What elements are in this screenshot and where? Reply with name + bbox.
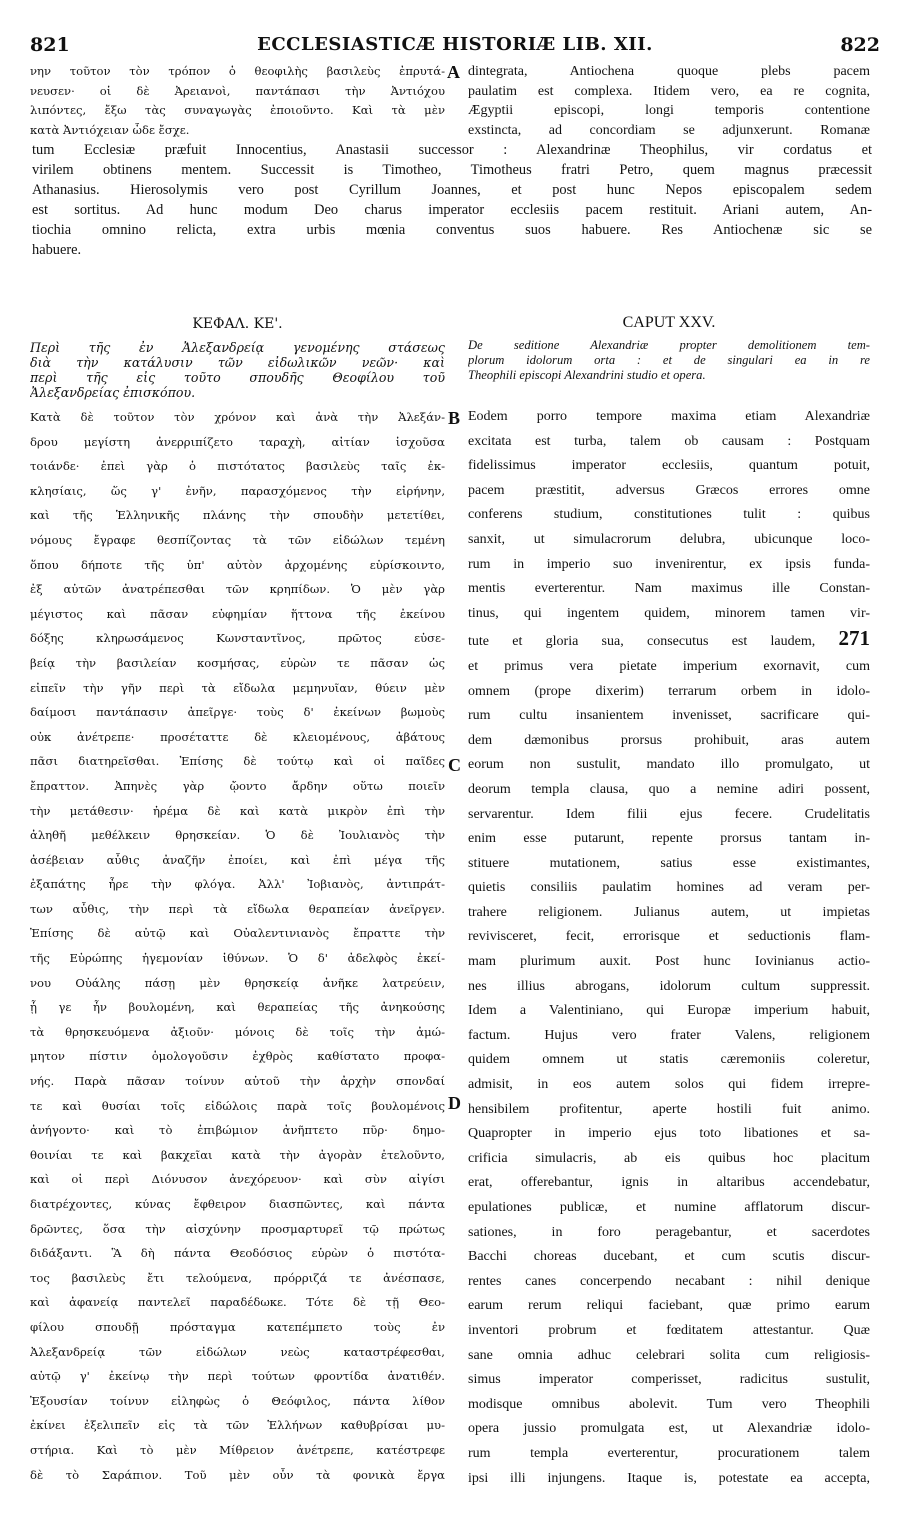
- greek-text-line: νευσεν· οἱ δὲ Ἀρειανοὶ, παντάπασι τὴν Ἀντιόχου: [30, 83, 445, 98]
- greek-summary-line: περὶ τῆς εἰς τοῦτο σπουδῆς Θεοφίλου τοῦ: [30, 370, 445, 385]
- top-latin-column: [468, 62, 870, 140]
- latin-text-line: servarentur. Idem filii ejus fecere. Crudelitatis: [468, 806, 870, 822]
- margin-marker-c: C: [448, 755, 461, 775]
- greek-text-line: ἀληθῆ μεθέλκειν θρησκείαν. Ὁ δὲ Ἰουλιανὸς τὴν: [30, 828, 445, 843]
- running-title: ECCLESIASTICÆ HISTORIÆ LIB. XII.: [257, 34, 653, 55]
- greek-text-line: τε καὶ θυσίαι τοῖς εἰδώλοις παρὰ τοῖς βουλομένοις: [30, 1098, 445, 1113]
- latin-text-line: est sortitus. Ad hunc modum Deo charus imperator ecclesiis pacem restituit. Ariani autem, An-: [32, 202, 872, 218]
- latin-text-line: factum. Hujus vero frater Valens, religionem: [468, 1027, 870, 1043]
- greek-text-line: οὐκ ἀνέτρεπε· προσέταττε δὲ κλειομένους, ἀβάτους: [30, 729, 445, 744]
- latin-text-line: inventori probrum et fœditatem attestantur. Quæ: [468, 1322, 870, 1338]
- latin-text-line: sane omnia adhuc celebrari solita cum religiosis-: [468, 1347, 870, 1363]
- greek-text-line: νής. Παρὰ πᾶσαν τοίνυν αὐτοῦ τὴν ἀρχὴν σπονδαί: [30, 1074, 445, 1089]
- latin-text-line: revivisceret, fecit, errorisque et seductionis flam-: [468, 929, 870, 945]
- latin-text-line: excitata est turba, talem ob causam : Postquam: [468, 433, 870, 449]
- latin-text-line: rum cultu insanientem invenisset, sacrificare qui-: [468, 708, 870, 724]
- margin-marker-d: D: [448, 1093, 461, 1113]
- latin-text-line: conferens studium, constitutiones tulit : quibus: [468, 507, 870, 523]
- greek-text-line: ἔπραττον. Ἀπηνὲς γὰρ ᾤοντο ἄρδην οὕτω ποιεῖν: [30, 778, 445, 793]
- top-greek-column: [30, 62, 445, 140]
- greek-text-line: τος βασιλεὺς ἔτι τελούμενα, πρόρριζά τε ἀνέσπασε,: [30, 1270, 445, 1285]
- latin-text-line: ipsi illi injungens. Itaque is, potestate ea accepta,: [468, 1470, 870, 1486]
- greek-text-line: καὶ τῆς Ἑλληνικῆς πλάνης τὴν σπουδὴν μετετίθει,: [30, 508, 445, 523]
- latin-body-column: [468, 405, 870, 1491]
- latin-chapter-heading: CAPUT XXV.: [622, 314, 716, 331]
- latin-text-line: tute et gloria sua, consecutus est laudem, 271: [468, 626, 870, 651]
- latin-text-line: habuere.: [32, 242, 82, 258]
- greek-text-line: αὐτῷ γ' ἐκείνῳ τὴν περὶ τούτων φροντίδα ἀνατιθέν.: [30, 1369, 445, 1384]
- latin-text-line: Ægyptii episcopi, longi temporis contentione: [468, 103, 870, 119]
- latin-text-line: opera jussio promulgata est, ut Alexandriæ idolo-: [468, 1421, 870, 1437]
- greek-text-line: ἀνήγοντο· καὶ τὸ ἐπιβώμιον ἀνῆπτετο πῦρ· δημο-: [30, 1123, 445, 1138]
- latin-text-line: tum Ecclesiæ præfuit Innocentius, Anastasii successor : Alexandrinæ Theophilus, vir cordatus et: [32, 142, 872, 158]
- latin-text-line: quietis consiliis paulatim homines ad veram per-: [468, 880, 870, 896]
- greek-text-line: διατρέχοντες, κύνας ἔφθειρον διασπῶντες, καὶ πάντα: [30, 1197, 445, 1211]
- greek-summary-line: Περὶ τῆς ἐν Ἀλεξανδρείᾳ γενομένης στάσεως: [30, 340, 445, 355]
- latin-text-line: rentes canes concerpendo necabant : nihil denique: [468, 1273, 870, 1289]
- greek-body-column: [30, 405, 445, 1487]
- latin-text-line: Idem a Valentiniano, qui Europæ imperium habuit,: [468, 1003, 870, 1019]
- greek-text-line: δόξης κληρωσάμενος Κωνσταντῖνος, πρῶτος εὐσε-: [30, 631, 445, 646]
- latin-text-line: Bacchi choreas ducebant, et cum scutis discur-: [468, 1249, 870, 1265]
- latin-text-line: modisque omnibus abolevit. Tum vero Theophili: [468, 1396, 870, 1412]
- greek-text-line: τὴν μετάθεσιν· ἠρέμα δὲ καὶ κατὰ μικρὸν ἐπὶ τὴν: [30, 803, 445, 818]
- greek-text-line: κλησίαις, ὥς γ' ἐνῆν, παρασχόμενος τὴν εἰρήνην,: [30, 483, 445, 498]
- greek-text-line: δρῶντες, ὅσα τὴν αἰσχύνην προσμαρτυρεῖ τῷ πρώτως: [30, 1221, 445, 1236]
- latin-chapter-summary: [468, 338, 870, 383]
- latin-text-line: hensibilem profitentur, aperte hostili fuit animo.: [468, 1101, 870, 1117]
- page-number-right: 822: [840, 34, 880, 56]
- greek-text-line: νην τοῦτον τὸν τρόπον ὁ θεοφιλὴς βασιλεὺς ἐπρυτά-: [30, 64, 445, 78]
- greek-chapter-heading: ΚΕΦΑΛ. ΚΕ'.: [192, 316, 283, 332]
- greek-text-line: δρου μεγίστη ἀνερριπίζετο ταραχὴ, αἰτίαν ἰσχοῦσα: [30, 434, 445, 449]
- greek-text-line: τὰ θρησκευόμενα ἀξιοῦν· μόνοις δὲ τοῖς τὴν ἀμώ-: [30, 1024, 445, 1039]
- greek-text-line: βείᾳ τὴν βασιλείαν κοσμήσας, εὑρὼν τε πᾶσαν ὡς: [30, 655, 445, 670]
- latin-text-line: eorum non sustulit, mandato illo promulgato, ut: [468, 757, 870, 773]
- greek-text-line: δαίμοσι παντάπασιν ἀπεῖργε· τοὺς δ' ἐκείνων βωμοὺς: [30, 705, 445, 720]
- greek-summary-line: διὰ τὴν κατάλυσιν τῶν εἰδωλικῶν νεῶν· καὶ: [30, 355, 445, 370]
- latin-summary-line: plorum idolorum orta : et de singulari ea in re: [468, 353, 870, 367]
- greek-text-line: Ἀλεξανδρείᾳ τῶν εἰδώλων νεὼς καταστρέφεσθαι,: [30, 1344, 445, 1359]
- greek-chapter-summary: [30, 340, 445, 400]
- greek-text-line: Ἐπίσης δὲ αὐτῷ καὶ Οὐαλεντινιανὸς ἔπραττε τὴν: [30, 926, 445, 941]
- margin-marker-a: A: [447, 62, 460, 82]
- latin-text-line: admisit, in eos autem solos qui fidem irrepre-: [468, 1077, 870, 1093]
- latin-text-line: Quapropter in imperio ejus toto libationes et sa-: [468, 1126, 870, 1142]
- greek-text-line: ὅπου δήποτε τῆς ὑπ' αὐτὸν ἀρχομένης εὑρίσκοιντο,: [30, 557, 445, 572]
- greek-text-line: εἰπεῖν τὴν γῆν περὶ τὰ εἴδωλα μεμηνυῖαν, θύειν μὲν: [30, 680, 445, 695]
- latin-summary-line: De seditione Alexandriæ propter demolitionem tem-: [468, 338, 870, 352]
- latin-text-line: exstincta, ad concordiam se adjunxerunt. Romanæ: [468, 122, 870, 138]
- greek-text-line: Κατὰ δὲ τοῦτον τὸν χρόνον καὶ ἀνὰ τὴν Ἀλεξάν-: [30, 410, 445, 424]
- greek-text-line: των αὖθις, τὴν περὶ τὰ εἴδωλα θεραπείαν ἀνεῖργεν.: [30, 901, 445, 916]
- greek-text-line: διδάξαντι. Ἃ δὴ πάντα Θεοδόσιος εὑρὼν ὁ πιστότα-: [30, 1246, 445, 1261]
- greek-text-line: ἀσέβειαν αὖθις ἀναζῆν ἐποίει, καὶ ἐπὶ μέγα τῆς: [30, 852, 445, 867]
- latin-text-line: epulationes publicæ, et numine afflatorum discur-: [468, 1200, 870, 1215]
- latin-text-line: quidem omnem ut statis cæremoniis coleretur,: [468, 1052, 870, 1068]
- latin-text-line: tiochia omnino relicta, extra urbis mœnia conventus suos habuere. Res Antiochenæ sic se: [32, 222, 872, 238]
- latin-text-line: paulatim est complexa. Itidem vero, ea re cognita,: [468, 83, 870, 99]
- latin-text-line: earum rerum reliqui faciebant, quæ primo earum: [468, 1298, 870, 1314]
- latin-text-line: virilem obtinens mentem. Successit is Timotheo, Timotheus fratri Petro, quem magnus præcessit: [32, 162, 872, 178]
- latin-text-line: Athanasius. Hierosolymis vero post Cyrillum Joannes, et post hunc Nepos episcopalem sedem: [32, 182, 872, 198]
- latin-text-line: erat, offerebantur, ignis in altaribus accendebatur,: [468, 1175, 870, 1191]
- latin-text-line: stituere mutationem, satius esse existimantes,: [468, 855, 870, 871]
- greek-text-line: καὶ ἀφανείᾳ παντελεῖ παραδέδωκε. Τότε δὲ τῇ Θεο-: [30, 1295, 445, 1310]
- latin-summary-line: Theophili episcopi Alexandrini studio et opera.: [468, 368, 706, 382]
- latin-text-line: simus imperator comperisset, radicitus sustulit,: [468, 1372, 870, 1388]
- latin-text-line: pacem præstitit, adversus Græcos errores omne: [468, 482, 870, 498]
- greek-text-line: νου Οὐάλης πάσῃ μὲν θρησκείᾳ ἀνῆκε λατρεύειν,: [30, 975, 445, 990]
- greek-text-line: τῆς Εὐρώπης ἡγεμονίαν ἰθύνων. Ὁ δ' ἀδελφὸς ἐκεί-: [30, 951, 445, 966]
- greek-text-line: τοιάνδε· ἐπεὶ γὰρ ὁ πιστότατος βασιλεὺς ταῖς ἐκ-: [30, 459, 445, 474]
- latin-text-line: rum templa everterentur, procurationem talem: [468, 1445, 870, 1461]
- greek-text-line: στήρια. Καὶ τὸ μὲν Μίθρειον ἀνέτρεπε, κατέστρεφε: [30, 1442, 445, 1457]
- greek-text-line: ἐξ αὐτῶν ἀνατρέπεσθαι τῶν κρηπίδων. Ὁ μὲν γὰρ: [30, 582, 445, 597]
- latin-text-line: trahere religionem. Julianus autem, ut impietas: [468, 904, 870, 920]
- greek-text-line: Ἐξουσίαν τοίνυν εἰληφὼς ὁ Θεόφιλος, πάντα λίθον: [30, 1393, 445, 1408]
- full-width-latin-paragraph: [32, 140, 872, 260]
- greek-text-line: θοινίαι τε καὶ βακχεῖαι κατὰ τὴν ἀγορὰν ἐτελοῦντο,: [30, 1147, 445, 1162]
- greek-text-line: μέγιστος καὶ πᾶσαν εὐφημίαν ἥττονα τῆς ἐκείνου: [30, 606, 445, 621]
- greek-text-line: δὲ τὸ Σαράπιον. Τοῦ μὲν οὖν τὰ φονικὰ ἔργα: [30, 1467, 445, 1482]
- edition-page-number: 271: [838, 626, 870, 651]
- greek-text-line: πᾶσι διατηρεῖσθαι. Ἐπίσης δὲ τούτῳ καὶ οἱ παῖδες: [30, 754, 445, 769]
- latin-text-line: omnem (prope dixerim) terrarum orbem in idolo-: [468, 683, 870, 699]
- latin-text-line: nes illius abrogans, idolorum cultum suppressit.: [468, 978, 870, 994]
- running-header: [30, 34, 880, 64]
- latin-text-line: rum in imperio suo invenirentur, ex ipsis funda-: [468, 556, 870, 572]
- latin-text-line: enim esse putarunt, repente prorsus tantam in-: [468, 831, 870, 847]
- greek-text-line: μητον πίστιν ὁμολογοῦσιν ἐχθρὸς καθίστατο προφα-: [30, 1049, 445, 1064]
- margin-marker-b: B: [448, 408, 461, 428]
- greek-text-line: ᾗ γε ἦν βουλομένη, καὶ θεραπείας τῆς ἀνηκούσης: [30, 1000, 445, 1015]
- latin-text-line: sanxit, ut simulacrorum delubra, ubicunque loco-: [468, 531, 870, 547]
- latin-text-line: dintegrata, Antiochena quoque plebs pacem: [468, 64, 870, 79]
- latin-text-line: deorum templa clausa, quo a nemine adiri possent,: [468, 781, 870, 797]
- latin-text-line: Eodem porro tempore maxima etiam Alexandriæ: [468, 409, 870, 424]
- greek-text-line: κατὰ Ἀντιόχειαν ὧδε ἔσχε.: [30, 122, 190, 137]
- latin-text-line: et primus vera pietate imperium exornavit, cum: [468, 658, 870, 674]
- latin-text-line: crificia simulacris, ab eis quibus hoc placitum: [468, 1150, 870, 1166]
- latin-text-line: fidelissimus imperator ecclesiis, quantum potuit,: [468, 458, 870, 474]
- page-number-left: 821: [30, 34, 70, 56]
- greek-text-line: φίλου σπουδῇ πρόσταγμα κατεπέμπετο τοὺς ἐν: [30, 1319, 445, 1334]
- greek-text-line: ἐξαπάτης ἦρε τὴν φλόγα. Ἀλλ' Ἰοβιανὸς, ἀντιπράτ-: [30, 877, 445, 892]
- greek-text-line: καὶ οἱ περὶ Διόνυσον ἀνεχόρευον· καὶ σὺν αἰγίσι: [30, 1172, 445, 1187]
- latin-text-line: mam plurimum auxit. Post hunc Iovinianus actio-: [468, 954, 870, 970]
- greek-text-line: ἐκίνει ἐξελιπεῖν εἰς τὰ τῶν Ἑλλήνων καθυβρίσαι μυ-: [30, 1418, 445, 1433]
- greek-text-line: λιπόντες, ἔξω τὰς συναγωγὰς ἐποιοῦντο. Καὶ τὰ μὲν: [30, 103, 445, 118]
- latin-text-line: mentis everterentur. Nam maximus ille Constan-: [468, 581, 870, 597]
- latin-text-line: tinus, qui ingentem quidem, minorem tamen vir-: [468, 605, 870, 621]
- greek-summary-line: Ἀλεξανδρείας ἐπισκόπου.: [30, 385, 196, 400]
- latin-text-line: dem dæmonibus prorsus prohibuit, aras autem: [468, 732, 870, 748]
- greek-text-line: νόμους ἔγραφε θεσπίζοντας τὰ τῶν εἰδώλων τεμένη: [30, 532, 445, 547]
- latin-text-line: sationes, in foro peragebantur, et sacerdotes: [468, 1224, 870, 1240]
